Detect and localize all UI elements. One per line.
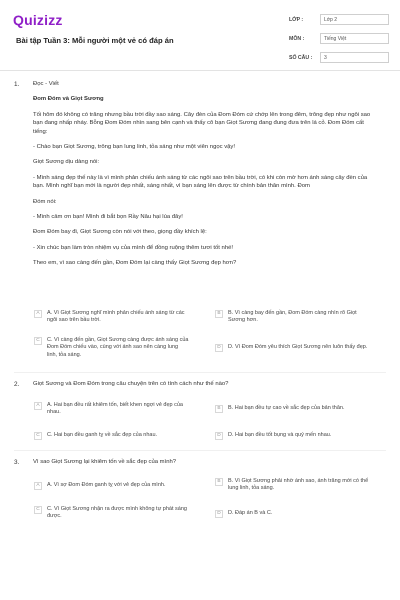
- answer-option[interactable]: [215, 405, 370, 413]
- option-letter-box[interactable]: B: [215, 310, 223, 318]
- question-3-prompt: Vì sao Giọt Sương lại khiêm tốn về sắc đẹp của mình?: [33, 459, 177, 465]
- option-text: A. Hai bạn đều rất khiêm tốn, biết khen ngợi vẻ đẹp của nhau.: [47, 402, 183, 416]
- answer-option[interactable]: [34, 432, 189, 440]
- option-letter-box[interactable]: B: [215, 405, 223, 413]
- header-divider: [0, 70, 400, 71]
- question-divider: [14, 450, 386, 451]
- answer-option[interactable]: [34, 337, 189, 359]
- option-text: A. Vì Giọt Sương nghĩ mình phản chiếu ánh sáng từ các ngôi sao trên bầu trời.: [47, 310, 185, 324]
- answer-option[interactable]: [215, 510, 370, 518]
- story-paragraph: Đóm nói:: [33, 198, 57, 205]
- story-title: Đom Đóm và Giọt Sương: [33, 96, 104, 103]
- option-letter-box[interactable]: C: [34, 506, 42, 514]
- option-text: C. Vì Giọt Sương nhận ra được mình không tự phát sáng được.: [47, 506, 187, 520]
- option-letter-box[interactable]: A: [34, 310, 42, 318]
- meta-row-class: [289, 12, 389, 27]
- subject-label: MÔN :: [289, 35, 305, 42]
- answer-option[interactable]: [34, 310, 189, 325]
- option-text: D. Đáp án B và C.: [228, 510, 273, 516]
- story-paragraph: Giọt Sương dịu dàng nói:: [33, 159, 100, 166]
- question-1-prompt: Theo em, vì sao càng đến gần, Đom Đóm lại càng thấy Giọt Sương đẹp hơn?: [33, 260, 237, 267]
- question-2-number: 2.: [14, 381, 20, 388]
- option-text: D. Hai bạn đều tốt bụng và quý mến nhau.: [228, 432, 332, 438]
- story-paragraph: - Chào bạn Giọt Sương, trông bạn lung linh, tỏa sáng như một viên ngọc vậy!: [33, 144, 236, 151]
- answer-option[interactable]: [34, 506, 189, 521]
- meta-row-question-count: [289, 50, 389, 65]
- answer-option[interactable]: [34, 482, 189, 490]
- class-field[interactable]: Lớp 2: [320, 14, 389, 25]
- option-letter-box[interactable]: A: [34, 482, 42, 490]
- page-title: Bài tập Tuần 3: Mỗi người một vẻ có đáp án: [16, 36, 174, 45]
- story-paragraph: - Xin chúc bạn làm tròn nhiệm vụ của mình để đồng ruộng thêm tươi tốt nhé!: [33, 244, 234, 251]
- class-label: LỚP :: [289, 16, 304, 23]
- question-1-number: 1.: [14, 81, 20, 88]
- option-letter-box[interactable]: C: [34, 432, 42, 440]
- option-text: C. Vì càng đến gần, Giọt Sương càng được ánh sáng của Đom Đóm chiếu vào, cùng với ánh sao nên càng lung linh, tỏa sáng.: [47, 337, 189, 358]
- answer-option[interactable]: [34, 402, 189, 417]
- option-letter-box[interactable]: D: [215, 432, 223, 440]
- story-paragraph: Đom Đóm bay đi, Giọt Sương còn nói với theo, giọng đầy khích lệ:: [33, 229, 207, 236]
- subject-field[interactable]: Tiếng Việt: [320, 33, 389, 44]
- option-text: A. Vì sợ Đom Đóm ganh tỵ với vẻ đẹp của mình.: [47, 482, 166, 488]
- question-1-type: Đọc - Viết: [33, 81, 59, 87]
- answer-option[interactable]: [215, 478, 370, 493]
- answer-option[interactable]: [215, 344, 370, 352]
- worksheet-meta: [289, 12, 389, 69]
- story-paragraph: Tối hôm đó không có trăng nhưng bầu trời đầy sao sáng. Cây đèn của Đom Đóm cứ chớp lên trong đêm, trông đẹp như ngôi sao bạn đang nhấp nháy. Bỗng Đom Đóm nhìn sang bên cạnh và thấy cô bạn Giọt Sương đang đung đưa trên lá cỏ. Đom Đóm cất tiếng:: [33, 111, 371, 135]
- option-letter-box[interactable]: D: [215, 344, 223, 352]
- option-letter-box[interactable]: B: [215, 478, 223, 486]
- answer-option[interactable]: [215, 310, 370, 325]
- option-text: D. Vì Đom Đóm yêu thích Giọt Sương nên luôn thấy đẹp.: [228, 344, 368, 350]
- meta-row-subject: [289, 31, 389, 46]
- question-2-prompt: Giọt Sương và Đom Đóm trong câu chuyện trên có tính cách như thế nào?: [33, 381, 229, 387]
- question-1-body: [33, 80, 377, 268]
- option-letter-box[interactable]: A: [34, 402, 42, 410]
- option-text: B. Vì càng bay đến gần, Đom Đóm càng nhìn rõ Giọt Sương hơn.: [228, 310, 357, 324]
- story-paragraph: - Mình cảm ơn bạn! Mình đi bắt bọn Rầy Nâu hại lúa đây!: [33, 214, 183, 221]
- answer-option[interactable]: [215, 432, 370, 440]
- question-3-number: 3.: [14, 459, 20, 466]
- option-text: B. Hai bạn đều tự cao về sắc đẹp của bản thân.: [228, 405, 345, 411]
- option-letter-box[interactable]: D: [215, 510, 223, 518]
- quizizz-logo: Quizizz: [13, 12, 63, 28]
- option-text: C. Hai bạn đều ganh tỵ về sắc đẹp của nhau.: [47, 432, 158, 438]
- option-letter-box[interactable]: C: [34, 337, 42, 345]
- option-text: B. Vì Giọt Sương phải nhờ ánh sao, ánh trăng mới có thể lung linh, tỏa sáng.: [228, 478, 369, 492]
- question-divider: [14, 372, 386, 373]
- story-paragraph: - Mình sáng đẹp thế này là vì mình phản chiếu ánh sáng từ các ngôi sao trên bầu trời, có khi còn mờ hơn ánh sáng cây đèn của bạn. Mình nghĩ bạn mới là người đẹp nhất, sáng nhất, vì bạn sáng lên được từ chính bản thân mình. Đom: [33, 174, 368, 190]
- question-count-field[interactable]: 3: [320, 52, 389, 63]
- question-count-label: SỐ CÂU :: [289, 54, 313, 61]
